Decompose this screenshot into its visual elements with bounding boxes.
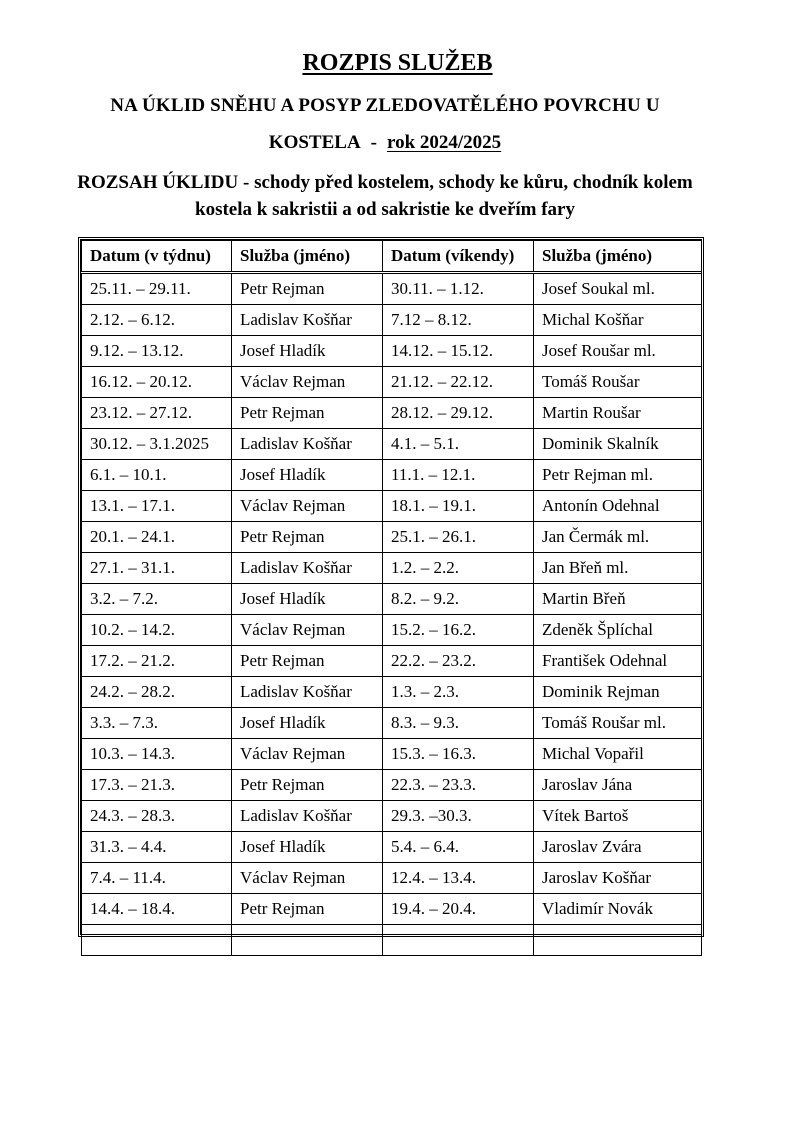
weekend-date-cell: 14.12. – 15.12. <box>383 336 534 367</box>
table-header-row <box>82 241 702 273</box>
table-row <box>82 273 702 305</box>
weekday-service-cell: Ladislav Košňar <box>232 305 383 336</box>
weekday-date-cell: 13.1. – 17.1. <box>82 491 232 522</box>
schedule-table-frame <box>78 237 704 937</box>
weekday-service-cell <box>232 925 383 956</box>
weekend-service-cell: Dominik Rejman <box>534 677 702 708</box>
weekend-service-cell: František Odehnal <box>534 646 702 677</box>
table-row <box>82 863 702 894</box>
weekend-date-cell: 21.12. – 22.12. <box>383 367 534 398</box>
scope-line-2: kostela k sakristii a od sakristie ke dveřím fary <box>195 199 575 220</box>
weekday-date-cell: 6.1. – 10.1. <box>82 460 232 491</box>
weekend-service-cell: Tomáš Roušar ml. <box>534 708 702 739</box>
weekend-date-cell: 1.2. – 2.2. <box>383 553 534 584</box>
weekend-service-cell: Jaroslav Košňar <box>534 863 702 894</box>
table-row <box>82 894 702 925</box>
table-row <box>82 336 702 367</box>
table-row <box>82 460 702 491</box>
weekday-date-cell: 16.12. – 20.12. <box>82 367 232 398</box>
cleaning-scope <box>0 169 770 223</box>
weekend-service-cell: Martin Břeň <box>534 584 702 615</box>
weekday-date-cell: 10.3. – 14.3. <box>82 739 232 770</box>
table-row <box>82 646 702 677</box>
header-weekday-date: Datum (v týdnu) <box>82 241 232 273</box>
weekday-date-cell: 23.12. – 27.12. <box>82 398 232 429</box>
weekend-date-cell: 12.4. – 13.4. <box>383 863 534 894</box>
weekend-date-cell: 15.3. – 16.3. <box>383 739 534 770</box>
weekday-date-cell: 10.2. – 14.2. <box>82 615 232 646</box>
table-row <box>82 429 702 460</box>
kostela-text: KOSTELA <box>268 132 361 153</box>
document-title <box>0 48 795 78</box>
weekday-service-cell: Josef Hladík <box>232 336 383 367</box>
weekday-service-cell: Petr Rejman <box>232 273 383 305</box>
weekday-service-cell: Václav Rejman <box>232 615 383 646</box>
weekend-date-cell: 25.1. – 26.1. <box>383 522 534 553</box>
table-row <box>82 770 702 801</box>
weekend-date-cell: 7.12 – 8.12. <box>383 305 534 336</box>
weekday-service-cell: Ladislav Košňar <box>232 801 383 832</box>
weekday-date-cell: 2.12. – 6.12. <box>82 305 232 336</box>
weekend-date-cell: 4.1. – 5.1. <box>383 429 534 460</box>
table-row <box>82 305 702 336</box>
year-line <box>0 131 770 155</box>
table-row <box>82 367 702 398</box>
weekend-date-cell: 1.3. – 2.3. <box>383 677 534 708</box>
weekend-date-cell: 22.3. – 23.3. <box>383 770 534 801</box>
weekend-date-cell: 11.1. – 12.1. <box>383 460 534 491</box>
weekday-service-cell: Petr Rejman <box>232 770 383 801</box>
weekend-service-cell: Jan Břeň ml. <box>534 553 702 584</box>
weekday-service-cell: Josef Hladík <box>232 832 383 863</box>
table-row <box>82 584 702 615</box>
weekday-service-cell: Josef Hladík <box>232 708 383 739</box>
scope-line-1: ROZSAH ÚKLIDU - schody před kostelem, schody ke kůru, chodník kolem <box>77 172 693 193</box>
table-row <box>82 739 702 770</box>
weekend-service-cell: Petr Rejman ml. <box>534 460 702 491</box>
weekday-date-cell: 3.3. – 7.3. <box>82 708 232 739</box>
weekend-date-cell: 18.1. – 19.1. <box>383 491 534 522</box>
weekend-date-cell: 8.3. – 9.3. <box>383 708 534 739</box>
weekend-date-cell: 19.4. – 20.4. <box>383 894 534 925</box>
weekday-service-cell: Josef Hladík <box>232 584 383 615</box>
weekday-date-cell: 24.2. – 28.2. <box>82 677 232 708</box>
table-row <box>82 522 702 553</box>
weekend-service-cell: Michal Vopařil <box>534 739 702 770</box>
weekend-service-cell: Josef Roušar ml. <box>534 336 702 367</box>
header-weekend-service: Služba (jméno) <box>534 241 702 273</box>
weekend-date-cell: 28.12. – 29.12. <box>383 398 534 429</box>
year-text: rok 2024/2025 <box>387 132 502 153</box>
weekday-service-cell: Petr Rejman <box>232 398 383 429</box>
weekend-date-cell: 22.2. – 23.2. <box>383 646 534 677</box>
weekend-date-cell: 15.2. – 16.2. <box>383 615 534 646</box>
weekend-date-cell: 30.11. – 1.12. <box>383 273 534 305</box>
weekday-date-cell: 17.2. – 21.2. <box>82 646 232 677</box>
weekday-date-cell <box>82 925 232 956</box>
weekday-date-cell: 20.1. – 24.1. <box>82 522 232 553</box>
header-weekday-service: Služba (jméno) <box>232 241 383 273</box>
weekday-service-cell: Petr Rejman <box>232 522 383 553</box>
weekday-date-cell: 25.11. – 29.11. <box>82 273 232 305</box>
weekday-service-cell: Václav Rejman <box>232 739 383 770</box>
weekday-service-cell: Ladislav Košňar <box>232 677 383 708</box>
weekend-date-cell: 29.3. –30.3. <box>383 801 534 832</box>
weekend-service-cell: Michal Košňar <box>534 305 702 336</box>
weekday-date-cell: 9.12. – 13.12. <box>82 336 232 367</box>
weekday-service-cell: Václav Rejman <box>232 491 383 522</box>
table-row <box>82 677 702 708</box>
schedule-table <box>81 240 702 956</box>
weekday-service-cell: Václav Rejman <box>232 367 383 398</box>
weekend-date-cell: 5.4. – 6.4. <box>383 832 534 863</box>
weekday-date-cell: 30.12. – 3.1.2025 <box>82 429 232 460</box>
weekend-service-cell: Vítek Bartoš <box>534 801 702 832</box>
header-weekend-date: Datum (víkendy) <box>383 241 534 273</box>
weekend-service-cell: Antonín Odehnal <box>534 491 702 522</box>
weekend-service-cell <box>534 925 702 956</box>
weekday-service-cell: Ladislav Košňar <box>232 553 383 584</box>
weekend-service-cell: Jaroslav Jána <box>534 770 702 801</box>
weekend-service-cell: Jan Čermák ml. <box>534 522 702 553</box>
weekend-service-cell: Tomáš Roušar <box>534 367 702 398</box>
weekend-service-cell: Zdeněk Šplíchal <box>534 615 702 646</box>
weekday-date-cell: 7.4. – 11.4. <box>82 863 232 894</box>
weekend-service-cell: Dominik Skalník <box>534 429 702 460</box>
table-row <box>82 708 702 739</box>
weekend-service-cell: Martin Roušar <box>534 398 702 429</box>
table-row <box>82 398 702 429</box>
weekend-service-cell: Jaroslav Zvára <box>534 832 702 863</box>
weekday-date-cell: 27.1. – 31.1. <box>82 553 232 584</box>
document-subtitle: NA ÚKLID SNĚHU A POSYP ZLEDOVATĚLÉHO POVRCHU U <box>110 95 660 116</box>
weekday-service-cell: Josef Hladík <box>232 460 383 491</box>
weekday-service-cell: Petr Rejman <box>232 646 383 677</box>
weekday-date-cell: 24.3. – 28.3. <box>82 801 232 832</box>
weekend-date-cell <box>383 925 534 956</box>
weekday-service-cell: Petr Rejman <box>232 894 383 925</box>
table-row <box>82 615 702 646</box>
weekend-service-cell: Josef Soukal ml. <box>534 273 702 305</box>
dash-separator: - <box>370 132 377 153</box>
weekend-date-cell: 8.2. – 9.2. <box>383 584 534 615</box>
weekday-service-cell: Ladislav Košňar <box>232 429 383 460</box>
document-title-text: ROZPIS SLUŽEB <box>302 50 493 76</box>
weekday-date-cell: 31.3. – 4.4. <box>82 832 232 863</box>
weekend-service-cell: Vladimír Novák <box>534 894 702 925</box>
weekday-date-cell: 17.3. – 21.3. <box>82 770 232 801</box>
weekday-date-cell: 14.4. – 18.4. <box>82 894 232 925</box>
table-row <box>82 832 702 863</box>
table-row <box>82 553 702 584</box>
table-row <box>82 925 702 956</box>
weekday-date-cell: 3.2. – 7.2. <box>82 584 232 615</box>
table-row <box>82 801 702 832</box>
table-row <box>82 491 702 522</box>
weekday-service-cell: Václav Rejman <box>232 863 383 894</box>
